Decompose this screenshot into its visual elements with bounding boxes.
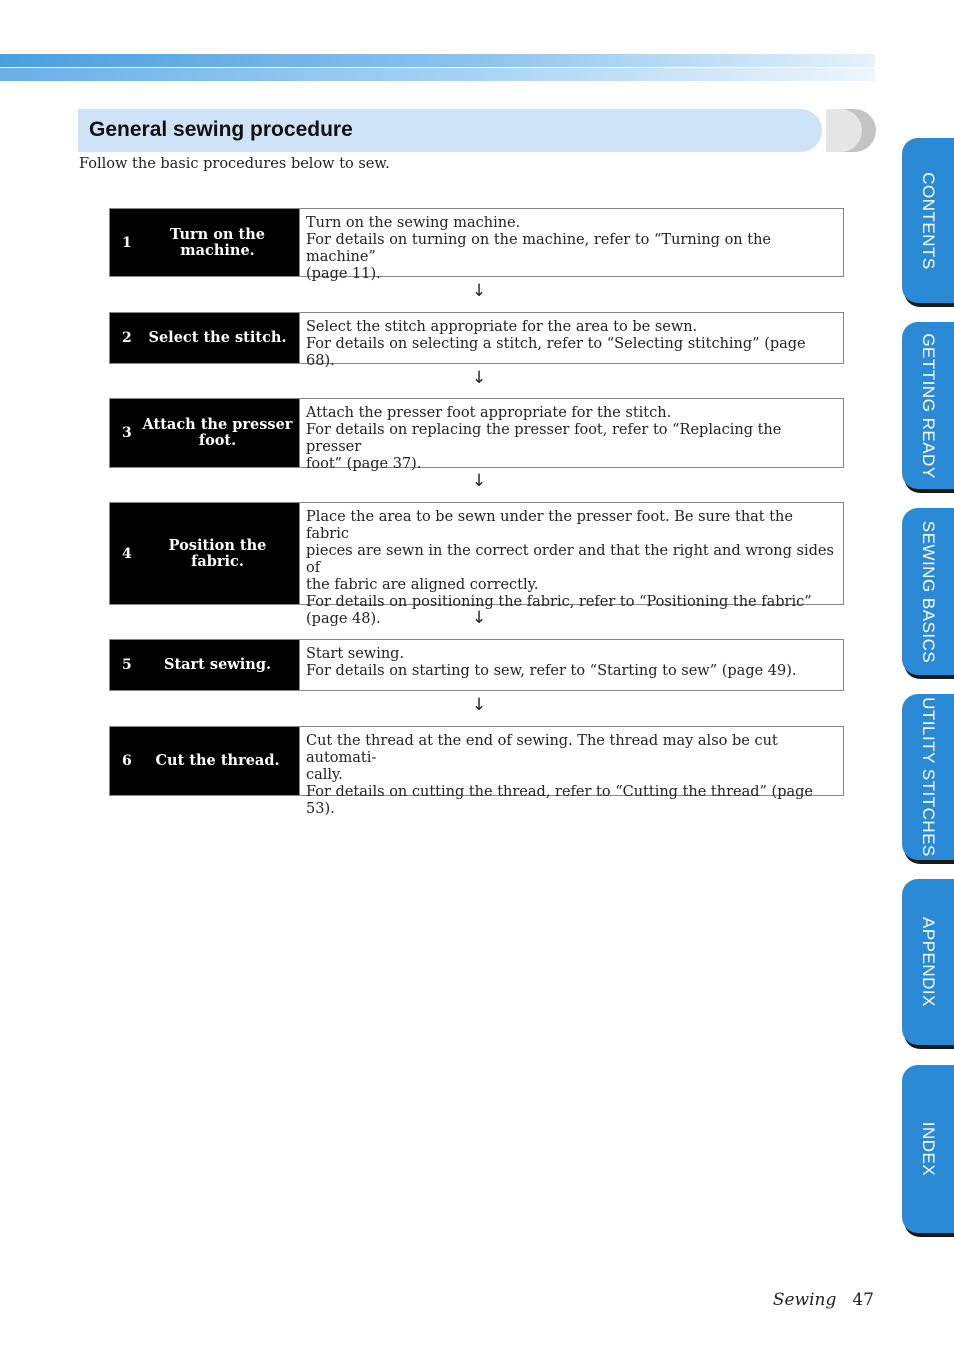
down-arrow-icon: ↓	[471, 281, 487, 301]
step-description: Select the stitch appropriate for the area to be sewn. For details on selecting a stitch, refer to “Selecting stitching” (page 68).	[299, 313, 843, 363]
intro-text: Follow the basic procedures below to sew.	[79, 156, 390, 172]
step-row-4	[109, 502, 844, 627]
tab-label: GETTING READY	[919, 332, 938, 479]
step-title: Select the stitch.	[148, 329, 287, 346]
step-row-3	[109, 398, 844, 472]
step-description: Place the area to be sewn under the presser foot. Be sure that the fabric pieces are sewn in the correct order and that the right and wrong sides of the fabric are aligned correctly. For details on positioning the fabric, refer to “Positioning the fabric” (page 48).	[299, 503, 843, 604]
step-description: Start sewing. For details on starting to sew, refer to “Starting to sew” (page 49).	[299, 640, 843, 690]
footer-section: Sewing	[772, 1290, 837, 1310]
tab-getting-ready[interactable]	[902, 322, 954, 489]
step-title: Start sewing.	[163, 656, 272, 673]
step-number: 3	[122, 425, 132, 441]
tab-label: CONTENTS	[919, 171, 938, 270]
tab-appendix[interactable]	[902, 879, 954, 1045]
down-arrow-icon: ↓	[471, 471, 487, 491]
step-title: Position the fabric.	[168, 536, 267, 570]
step-description: Cut the thread at the end of sewing. The thread may also be cut automati- cally. For details on cutting the thread, refer to “Cutting the thread” (page 53).	[299, 727, 843, 795]
step-label	[110, 399, 299, 467]
step-row-6	[109, 726, 844, 817]
tab-contents[interactable]	[902, 138, 954, 303]
tab-label: APPENDIX	[919, 917, 938, 1007]
step-title: Attach the presser foot.	[142, 416, 293, 449]
down-arrow-icon: ↓	[471, 608, 487, 628]
page-footer	[773, 1290, 874, 1310]
step-number: 4	[122, 545, 132, 562]
page-number: 47	[852, 1290, 874, 1310]
tab-label: UTILITY STITCHES	[919, 697, 938, 857]
step-row-1	[109, 208, 844, 282]
step-title: Cut the thread.	[155, 752, 280, 769]
step-label	[110, 503, 299, 604]
section-title: General sewing procedure	[89, 118, 353, 141]
down-arrow-icon: ↓	[471, 695, 487, 715]
step-number: 1	[122, 234, 132, 251]
step-label	[110, 727, 299, 795]
step-label	[110, 640, 299, 690]
section-heading-bar	[78, 109, 822, 152]
down-arrow-icon: ↓	[471, 368, 487, 388]
step-row-2	[109, 312, 844, 369]
step-description: Turn on the sewing machine. For details on turning on the machine, refer to “Turning on the machine” (page 11).	[299, 209, 843, 276]
tab-label: SEWING BASICS	[919, 520, 938, 663]
tab-index[interactable]	[902, 1065, 954, 1233]
step-row-5	[109, 639, 844, 691]
heading-cap-decoration	[826, 109, 876, 152]
tab-label: INDEX	[919, 1121, 938, 1177]
step-label	[110, 209, 299, 276]
step-number: 5	[122, 657, 132, 673]
header-band	[0, 54, 875, 81]
tab-sewing-basics[interactable]	[902, 508, 954, 675]
step-description: Attach the presser foot appropriate for the stitch. For details on replacing the presser foot, refer to “Replacing the presser foot” (page 37).	[299, 399, 843, 467]
step-title: Turn on the machine.	[170, 225, 265, 259]
step-number: 6	[122, 753, 132, 769]
tab-utility-stitches[interactable]	[902, 694, 954, 860]
step-number: 2	[122, 330, 132, 346]
step-label	[110, 313, 299, 363]
